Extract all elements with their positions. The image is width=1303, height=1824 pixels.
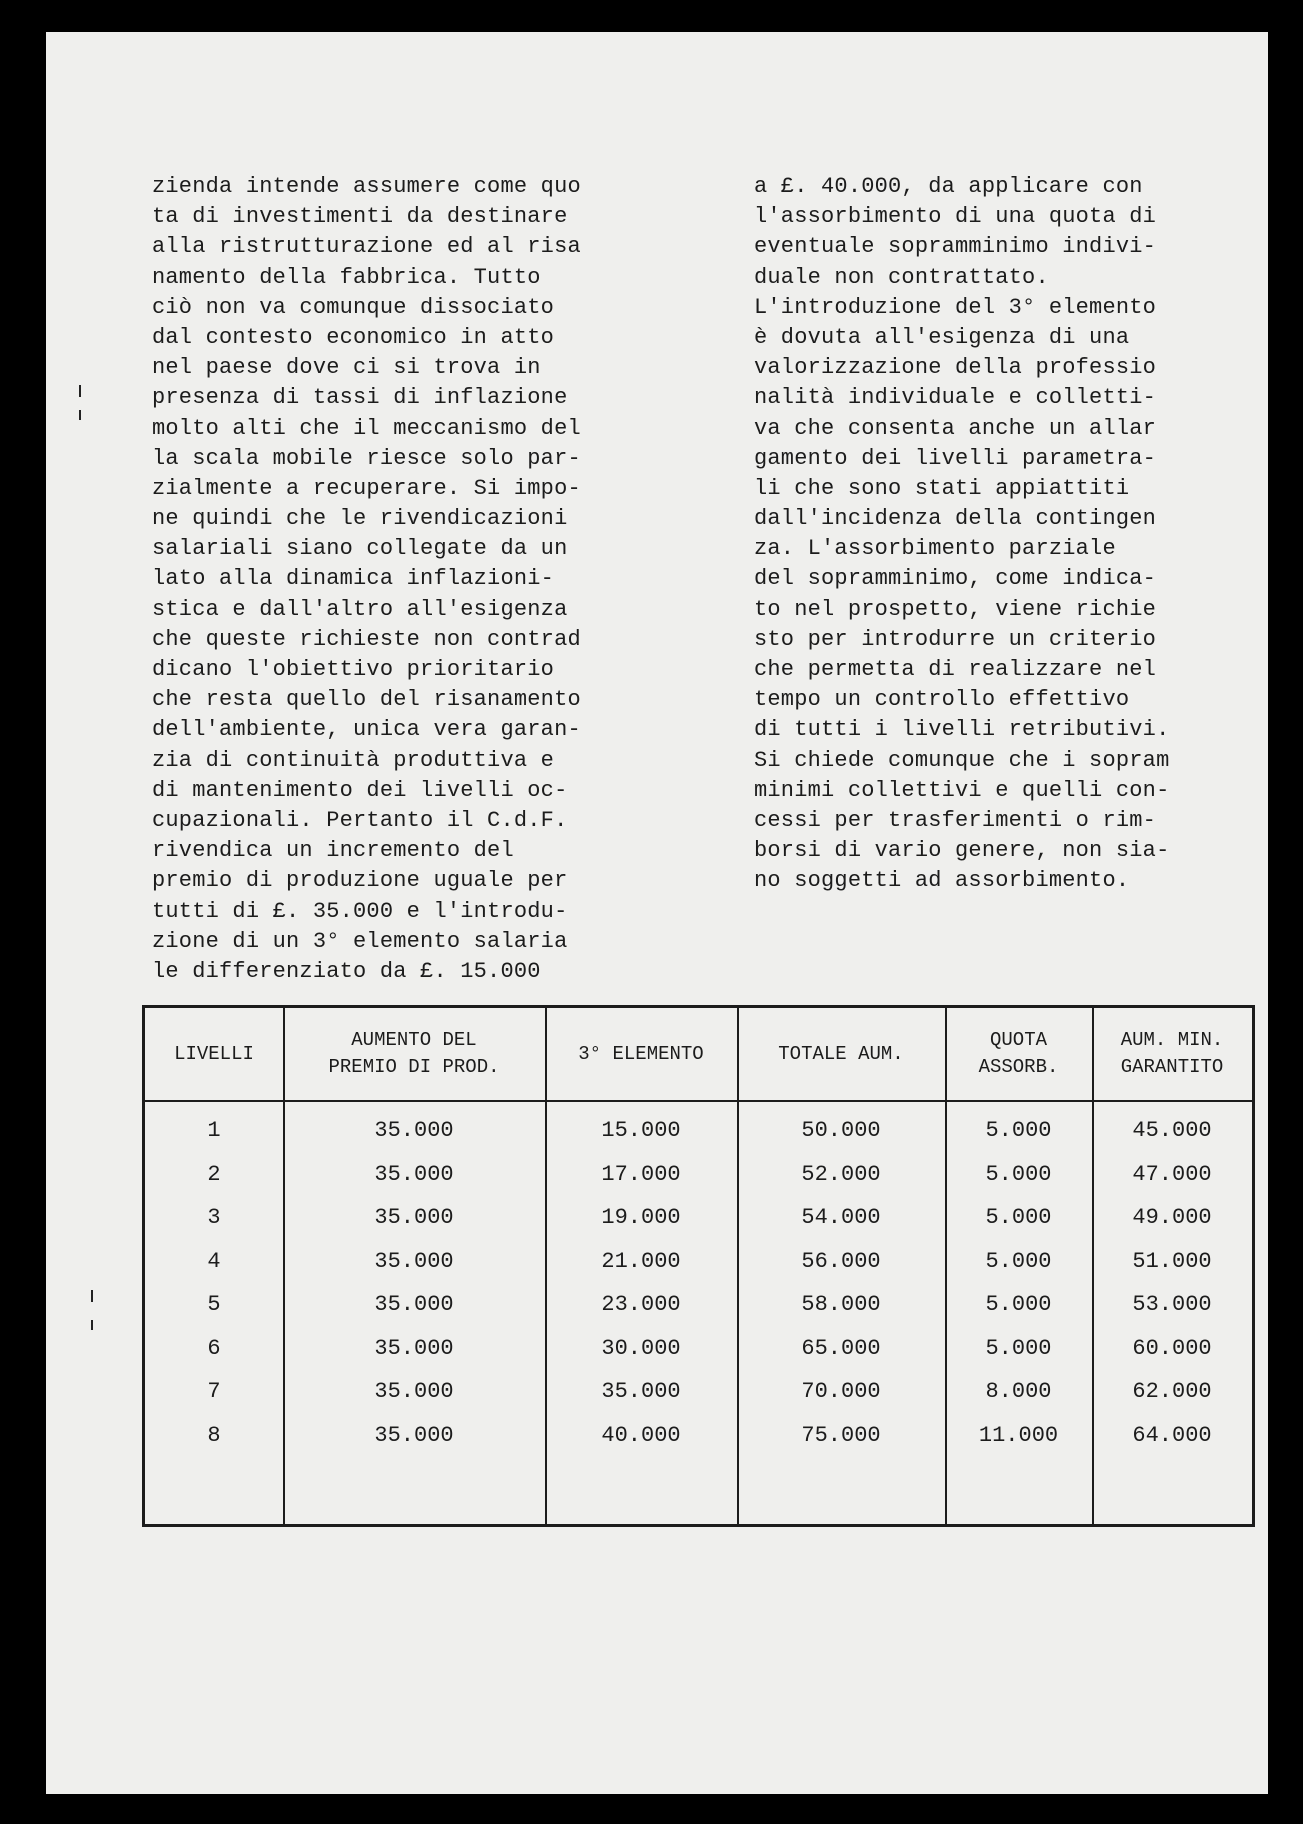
table-cell: 49.000 [1132, 1205, 1212, 1230]
text-line: nel paese dove ci si trova in [152, 355, 541, 381]
text-line: dal contesto economico in atto [152, 324, 555, 350]
left-text-column [152, 172, 581, 987]
table-cell: 35.000 [374, 1248, 454, 1274]
table-cell: 35.000 [601, 1379, 681, 1404]
text-line: tutti di £. 35.000 e l'introdu- [152, 898, 568, 924]
text-line: che permetta di realizzare nel [754, 657, 1157, 682]
table-cell: 17.000 [601, 1161, 681, 1187]
table-row-level: 7 [207, 1379, 221, 1404]
table-cell: 23.000 [601, 1292, 681, 1317]
table-cell: 40.000 [601, 1422, 681, 1448]
text-line: che queste richieste non contrad [152, 626, 581, 652]
text-line: Si chiede comunque che i sopram [754, 747, 1170, 773]
text-line: eventuale sopramminimo indivi- [754, 234, 1157, 260]
table-cell: 5.000 [985, 1335, 1052, 1361]
table-cell: 35.000 [374, 1118, 454, 1143]
table-cell: 35.000 [374, 1422, 454, 1448]
column-header [283, 1008, 545, 1100]
text-line: molto alti che il meccanismo del [152, 415, 581, 441]
right-text-column [754, 172, 1169, 897]
column-header-line: QUOTA [989, 1029, 1047, 1051]
text-line: valorizzazione della professio [754, 355, 1157, 381]
text-line: zienda intende assumere come quo [152, 174, 581, 199]
table-cell: 11.000 [978, 1422, 1059, 1448]
table-cell: 64.000 [1132, 1422, 1212, 1448]
table-cell: 5.000 [985, 1292, 1052, 1317]
table-cell: 35.000 [374, 1379, 454, 1404]
table-cell: 5.000 [985, 1248, 1052, 1274]
table-cell: 19.000 [601, 1205, 681, 1230]
text-line: ne quindi che le rivendicazioni [152, 506, 568, 532]
column-header-line: AUMENTO DEL [351, 1029, 477, 1051]
text-line: del sopramminimo, come indica- [754, 566, 1157, 592]
text-line: le differenziato da £. 15.000 [152, 958, 541, 984]
text-line: zione di un 3° elemento salaria [152, 928, 568, 954]
table-cell: 35.000 [374, 1335, 454, 1361]
table-cell: 62.000 [1132, 1379, 1212, 1404]
column-header [545, 1008, 737, 1100]
table-cell: 35.000 [374, 1161, 454, 1187]
table-row-level: 8 [207, 1422, 221, 1448]
column-header [1092, 1008, 1252, 1100]
text-line: premio di produzione uguale per [152, 868, 568, 894]
text-line: salariali siano collegate da un [152, 536, 568, 562]
text-line: li che sono stati appiattiti [754, 475, 1130, 501]
text-line: lato alla dinamica inflazioni- [152, 566, 555, 592]
table-cell: 53.000 [1132, 1292, 1212, 1317]
table-cell: 35.000 [374, 1292, 454, 1317]
text-line: duale non contrattato. [754, 264, 1049, 290]
column-header-line: GARANTITO [1120, 1056, 1224, 1078]
text-line: di mantenimento dei livelli oc- [152, 777, 568, 803]
text-line: zialmente a recuperare. Si impo- [152, 475, 581, 501]
text-line: ciò non va comunque dissociato [152, 294, 555, 320]
text-line: che resta quello del risanamento [152, 687, 581, 713]
table-cell: 30.000 [601, 1335, 681, 1361]
salary-table [142, 1005, 1255, 1527]
table-cell: 75.000 [801, 1422, 881, 1448]
margin-mark [91, 1320, 93, 1330]
table-row-level: 5 [207, 1292, 221, 1317]
table-cell: 70.000 [801, 1379, 881, 1404]
text-line: namento della fabbrica. Tutto [152, 264, 541, 290]
text-line: a £. 40.000, da applicare con [754, 174, 1143, 199]
table-cell: 5.000 [985, 1118, 1052, 1143]
column-header-line: 3° ELEMENTO [578, 1042, 704, 1065]
table-cell: 65.000 [801, 1335, 881, 1361]
table-row-level: 4 [207, 1248, 221, 1274]
table-cell: 5.000 [985, 1205, 1052, 1230]
table-cell: 21.000 [601, 1248, 681, 1274]
text-line: va che consenta anche un allar [754, 415, 1157, 441]
text-line: di tutti i livelli retributivi. [754, 717, 1170, 743]
text-line: ta di investimenti da destinare [152, 204, 568, 230]
text-line: alla ristrutturazione ed al risa [152, 234, 581, 260]
table-cell: 8.000 [985, 1379, 1052, 1404]
table-cell: 51.000 [1132, 1248, 1212, 1274]
header-divider [145, 1100, 1252, 1102]
column-header-line: PREMIO DI PROD. [328, 1056, 500, 1078]
table-cell: 35.000 [374, 1205, 454, 1230]
text-line: L'introduzione del 3° elemento [754, 294, 1157, 320]
margin-mark [91, 1290, 93, 1302]
column-header-line: AUM. MIN. [1120, 1029, 1224, 1051]
table-cell: 50.000 [801, 1118, 881, 1143]
margin-mark [79, 410, 81, 420]
text-line: to nel prospetto, viene richie [754, 596, 1157, 622]
column-header-line: LIVELLI [174, 1042, 254, 1065]
text-line: dicano l'obiettivo prioritario [152, 657, 555, 682]
table-cell: 58.000 [801, 1292, 881, 1317]
text-line: dell'ambiente, unica vera garan- [152, 717, 581, 743]
text-line: za. L'assorbimento parziale [754, 536, 1116, 562]
table-row-level: 6 [207, 1335, 221, 1361]
column-header [945, 1008, 1092, 1100]
text-line: sto per introdurre un criterio [754, 626, 1157, 652]
table-row-level: 2 [207, 1161, 221, 1187]
text-line: rivendica un incremento del [152, 838, 514, 864]
text-line: no soggetti ad assorbimento. [754, 868, 1130, 894]
text-line: l'assorbimento di una quota di [754, 204, 1157, 230]
table-cell: 56.000 [801, 1248, 881, 1274]
table-cell: 5.000 [985, 1161, 1052, 1187]
text-line: la scala mobile riesce solo par- [152, 445, 581, 471]
text-line: tempo un controllo effettivo [754, 687, 1130, 713]
text-line: cessi per trasferimenti o rim- [754, 807, 1157, 833]
text-line: stica e dall'altro all'esigenza [152, 596, 568, 622]
table-row-level: 3 [207, 1205, 221, 1230]
margin-mark [79, 385, 81, 397]
text-line: zia di continuità produttiva e [152, 747, 555, 773]
table-cell: 60.000 [1132, 1335, 1212, 1361]
column-header-line: ASSORB. [978, 1056, 1059, 1078]
table-row-level: 1 [207, 1118, 221, 1143]
text-line: minimi collettivi e quelli con- [754, 777, 1170, 803]
column-header [737, 1008, 945, 1100]
table-cell: 15.000 [601, 1118, 681, 1143]
text-line: gamento dei livelli parametra- [754, 445, 1157, 471]
table-cell: 47.000 [1132, 1161, 1212, 1187]
text-line: è dovuta all'esigenza di una [754, 324, 1130, 350]
text-line: cupazionali. Pertanto il C.d.F. [152, 807, 568, 833]
text-line: borsi di vario genere, non sia- [754, 838, 1170, 864]
text-line: presenza di tassi di inflazione [152, 385, 568, 411]
table-cell: 45.000 [1132, 1118, 1212, 1143]
text-line: dall'incidenza della contingen [754, 506, 1157, 532]
table-cell: 52.000 [801, 1161, 881, 1187]
column-header [145, 1008, 283, 1100]
table-cell: 54.000 [801, 1205, 881, 1230]
column-header-line: TOTALE AUM. [778, 1042, 904, 1065]
text-line: nalità individuale e colletti- [754, 385, 1157, 411]
